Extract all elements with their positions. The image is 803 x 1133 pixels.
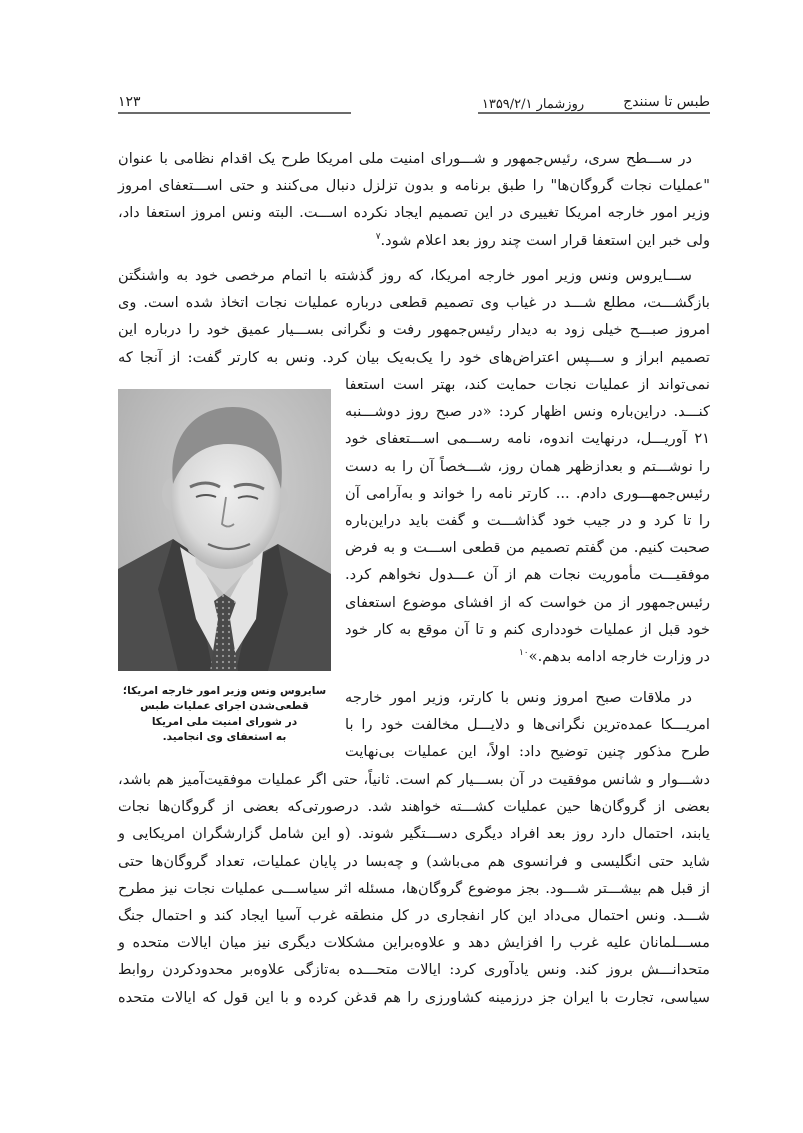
- caption-line: به استعفای وی انجامید.: [162, 730, 287, 743]
- text-line: در ســـطح سری، رئیس‌جمهور و شـــورای امنیت ملی امریکا طرح یک اقدام نظامی با عنوان: [118, 150, 692, 167]
- header-rule-right: [478, 112, 710, 114]
- paragraph-3-continued: [118, 766, 710, 1011]
- text-line: امریـــکا عمده‌ترین نگرانی‌ها و دلایـــل مخالفت خود را با: [345, 716, 710, 734]
- running-header: [118, 92, 710, 118]
- text-line: رئیس‌جمهور از من خواست که از افشای موضوع استعفای: [345, 593, 710, 611]
- text-line: متحدانـــش بروز کند. ونس یادآوری کرد: ایالات متحـــده به‌تازگی علاوه‌بر محدودکردن روابط: [118, 961, 710, 979]
- caption-line: سایروس ونس وزیر امور خارجه امریکا؛: [122, 685, 327, 697]
- text-line: رئیس‌جمهـــوری دادم. ... کارتر نامه را خواند و به‌آرامی آن: [345, 484, 710, 502]
- text-line: مســـلمانان علیه غرب را افزایش دهد و علاوه‌براین مشکلات دیگری نیز میان ایالات متحده و: [118, 934, 710, 952]
- text-line: صحبت کنیم. من گفتم تصمیم من قطعی اســـت و به فرض: [345, 539, 710, 557]
- paragraph-3: [345, 684, 710, 766]
- text-line: کنـــد. دراین‌باره ونس اظهار کرد: «در صبح روز دوشـــنبه: [345, 403, 710, 421]
- footnote-marker: ۷: [375, 231, 381, 242]
- paragraph-2: [118, 262, 710, 371]
- caption-line: قطعی‌شدن اجرای عملیات طبس: [140, 700, 309, 713]
- text-line: خود قبل از عملیات خودداری کنم و تا آن موقع به کار خود: [345, 620, 710, 638]
- text-line: بعضی از گروگان‌ها حین عملیات کشـــته خواهند شد. درصورتی‌که بعضی از گروگان‌ها نجات: [118, 798, 710, 816]
- text-line: تصمیم ابراز و ســـپس اعتراض‌های خود را یک‌به‌یک بیان کرد. ونس به کارتر گفت: از آنجا که: [118, 348, 710, 366]
- text: در وزارت خارجه ادامه بدهم.»: [528, 647, 710, 665]
- text-line: بازگشـــت، مطلع شـــد در غیاب وی تصمیم قطعی درباره عملیات نجات اتخاذ شده است. وی: [118, 294, 710, 312]
- paragraph-2-continued: [345, 371, 710, 670]
- text-line: وزیر امور خارجه امریکا تغییری در این تصمیم ایجاد نکرده اســـت. البته ونس امروز استعفا داد،: [118, 204, 710, 222]
- text-line: "عملیات نجات گروگان‌ها" را طبق برنامه و بدون تزلزل دنبال می‌کنند و حتی اســـتعفای امروز: [118, 177, 710, 195]
- paragraph-1: [118, 145, 710, 254]
- text-line: در ملاقات صبح امروز ونس با کارتر، وزیر امور خارجه: [345, 689, 692, 706]
- text: ولی خبر این استعفا قرار است چند روز بعد اعلام شود.: [380, 231, 710, 249]
- book-title: طبس تا سنندج: [623, 94, 710, 110]
- text-line: سیاسی، تجارت با ایران جز درزمینه کشاورزی را هم قدغن کرده و با این قول که ایالات متحده: [118, 988, 710, 1006]
- text-line-with-footnote: [345, 643, 710, 670]
- text-line: را نوشـــتم و بعدازظهر همان روز، شـــخصاً آن را به دست: [345, 457, 710, 475]
- portrait-photo: [118, 389, 331, 671]
- section-date: روزشمار ۱۳۵۹/۲/۱: [481, 97, 585, 112]
- text-line: طرح مذکور چنین توضیح داد: اولاً، این عملیات بی‌نهایت: [345, 743, 710, 761]
- text-line: شاید حتی انگلیسی و فرانسوی هم می‌باشد) و چه‌بسا در پایان عملیات، تعداد گروگان‌ها حتی: [118, 852, 710, 870]
- text-line: یابند، احتمال دارد روز بعد افراد دیگری دســـتگیر شوند. (و این شامل گزارشگران امریکایی و: [118, 825, 710, 843]
- text-line: ســـایروس ونس وزیر امور خارجه امریکا، که روز گذشته با اتمام مرخصی خود به واشنگتن: [118, 267, 692, 284]
- header-rule-left: [118, 112, 351, 114]
- caption-line: در شورای امنیت ملی امریکا: [151, 715, 298, 728]
- footnote-marker: ۱۰: [518, 647, 529, 658]
- text-line: امروز صبـــح خیلی زود به دیدار رئیس‌جمهور رفت و نگرانی بســـیار عمیق خود را درباره این: [118, 321, 710, 339]
- text-line: موفقیـــت مأموریت نجات هم از آن عـــدول نخواهم کرد.: [345, 566, 710, 584]
- page-number: ۱۲۳: [118, 94, 141, 110]
- text-line: ۲۱ آوریـــل، درنهایت اندوه، نامه رســـمی اســـتعفای خود: [345, 430, 710, 448]
- text-line: شـــد. ونس احتمال می‌داد این کار انفجاری در کل منطقه غرب آسیا ایجاد کند و احتمال جنگ: [118, 906, 710, 924]
- text-line: را تا کرد و در جیب خود گذاشـــت و گفت باید دراین‌باره: [345, 511, 710, 529]
- text-line: نمی‌تواند از عملیات نجات حمایت کند، بهتر است استعفا: [345, 376, 710, 393]
- text-line: دشـــوار و شانس موفقیت در آن بســـیار کم است. ثانیاً، حتی اگر عملیات موفقیت‌آمیز هم باشد،: [118, 771, 710, 788]
- photo-caption: [118, 684, 331, 745]
- text-line: از قبل هم بیشـــتر شـــود. بجز موضوع گروگان‌ها، مسئله اثر سیاســـی عملیات نجات نیز مطرح: [118, 879, 710, 897]
- text-line-with-footnote: [118, 227, 710, 254]
